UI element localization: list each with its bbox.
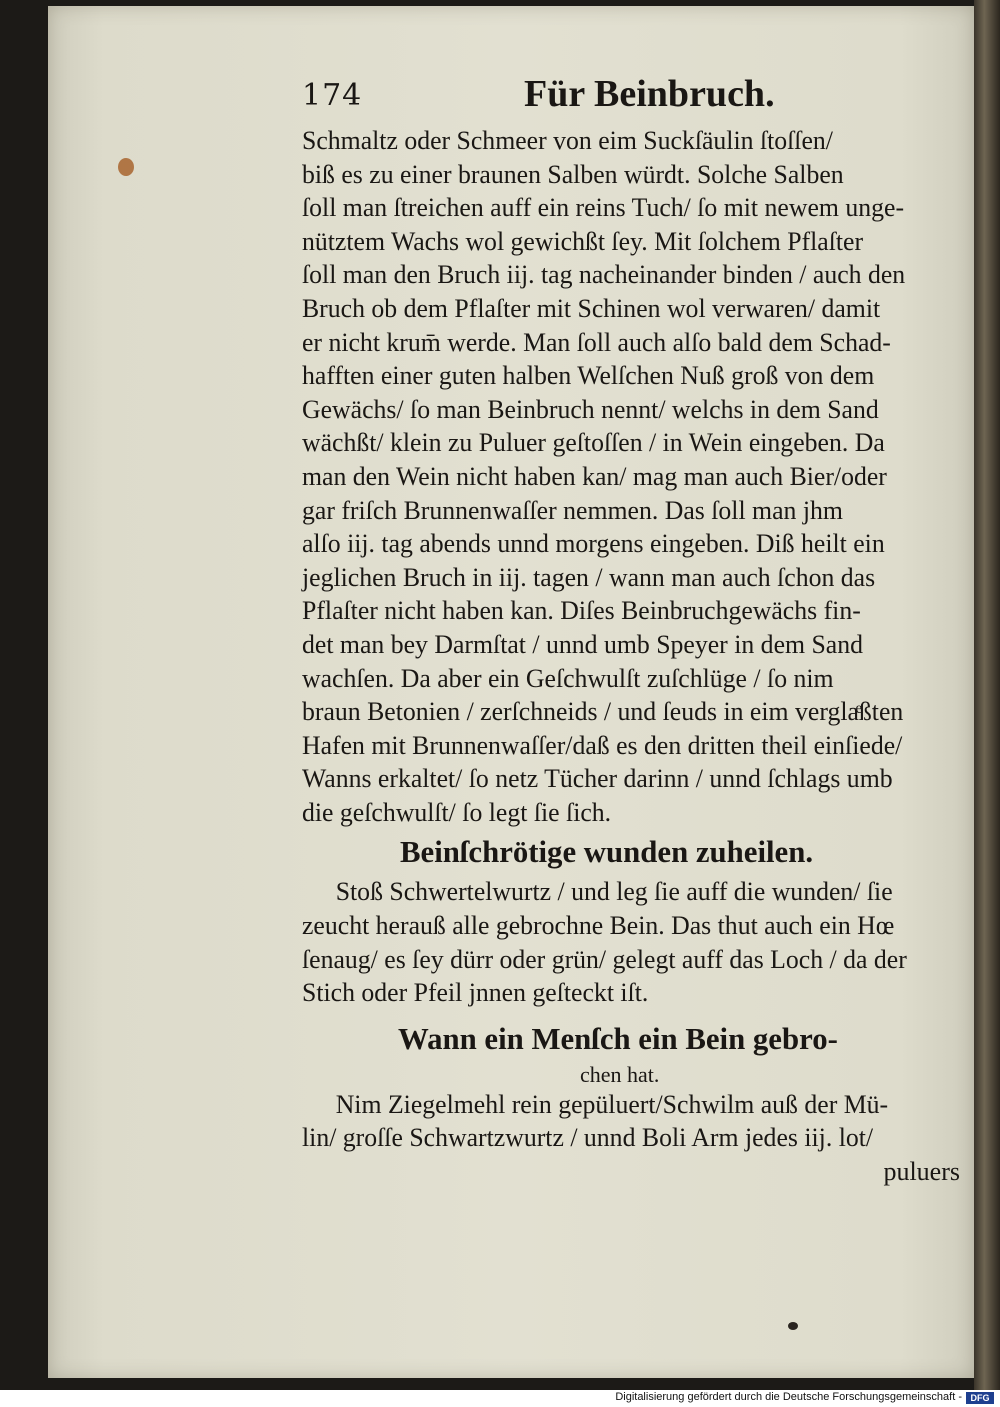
page-header [302, 72, 966, 124]
body-line: ſoll man den Bruch iij. tag nacheinander binden / auch den [302, 260, 906, 290]
text-block [302, 72, 966, 1189]
body-line: Pflaſter nicht haben kan. Diſes Beinbruchgewächs fin- [302, 596, 861, 626]
section-heading: Beinſchrötige wunden zuheilen. [400, 834, 814, 870]
body-line: hafften einer guten halben Welſchen Nuß groß von dem [302, 361, 875, 391]
section-heading-continuation: chen hat. [580, 1061, 660, 1087]
body-line: ſoll man ſtreichen auff ein reins Tuch/ ſo mit newem unge- [302, 193, 905, 223]
body-line: wachſen. Da aber ein Geſchwulſt zuſchlüge / ſo nim [302, 663, 834, 693]
body-line: ſenaug/ es ſey dürr oder grün/ gelegt auff das Loch / da der [302, 944, 907, 974]
body-line: Nim Ziegelmehl rein gepüluert/Schwilm auß der Mü- [335, 1089, 889, 1119]
funding-credit: Digitalisierung gefördert durch die Deutsche Forschungsgemeinschaft - [615, 1391, 962, 1403]
body-line: Schmaltz oder Schmeer von eim Suckſäulin ſtoſſen/ [302, 126, 833, 155]
body-line: alſo iij. tag abends unnd morgens eingeben. Diß heilt ein [302, 529, 885, 559]
body-line: Wanns erkaltet/ ſo netz Tücher darinn / unnd ſchlags umb [302, 764, 893, 794]
running-head: Für Beinbruch. [524, 73, 775, 115]
page-edge [974, 0, 1000, 1390]
section-paragraph [302, 1088, 966, 1155]
dfg-logo: DFG [966, 1392, 994, 1404]
body-line: lin/ groſſe Schwartzwurtz / unnd Boli Arm jedes iij. lot/ [302, 1123, 874, 1153]
body-line: die geſchwulſt/ ſo legt ſie ſich. [302, 797, 612, 827]
body-line: braun Betonien / zerſchneids / und ſeuds in eim verglaͤßten [302, 697, 904, 727]
body-line: Bruch ob dem Pflaſter mit Schinen wol verwaren/ damit [302, 293, 881, 323]
body-line: det man bey Darmſtat / unnd umb Speyer in dem Sand [302, 629, 864, 659]
section-heading: Wann ein Menſch ein Bein gebro- [398, 1020, 838, 1056]
body-line: Stich oder Pfeil jnnen geſteckt iſt. [302, 978, 649, 1008]
body-line: Gewächs/ ſo man Beinbruch nennt/ welchs in dem Sand [302, 394, 879, 424]
body-line: Stoß Schwertelwurtz / und leg ſie auff die wunden/ ſie [335, 877, 893, 907]
body-line: gar friſch Brunnenwaſſer nemmen. Das ſoll man jhm [302, 495, 843, 525]
body-line: zeucht herauß alle gebrochne Bein. Das thut auch ein Hœ [302, 911, 895, 941]
body-line: biß es zu einer braunen Salben würdt. Solche Salben [302, 159, 844, 189]
section-paragraph [302, 875, 966, 1009]
body-line: man den Wein nicht haben kan/ mag man auch Bier/oder [302, 461, 887, 491]
body-line: wächßt/ klein zu Puluer geſtoſſen / in Wein eingeben. Da [302, 428, 885, 458]
ink-dot [788, 1322, 798, 1330]
body-paragraph [302, 124, 966, 829]
catchword: puluers [883, 1157, 960, 1187]
body-line: nütztem Wachs wol gewichßt ſey. Mit ſolchem Pflaſter [302, 226, 864, 256]
body-line: jeglichen Bruch in iij. tagen / wann man auch ſchon das [302, 562, 876, 592]
body-line: Hafen mit Brunnenwaſſer/daß es den dritten theil einſiede/ [302, 730, 903, 760]
page-number: 174 [302, 78, 363, 113]
paper-stain [118, 158, 134, 176]
footer-bar [0, 1390, 1000, 1407]
body-line: er nicht krum̄ werde. Man ſoll auch alſo bald dem Schad- [302, 327, 891, 357]
